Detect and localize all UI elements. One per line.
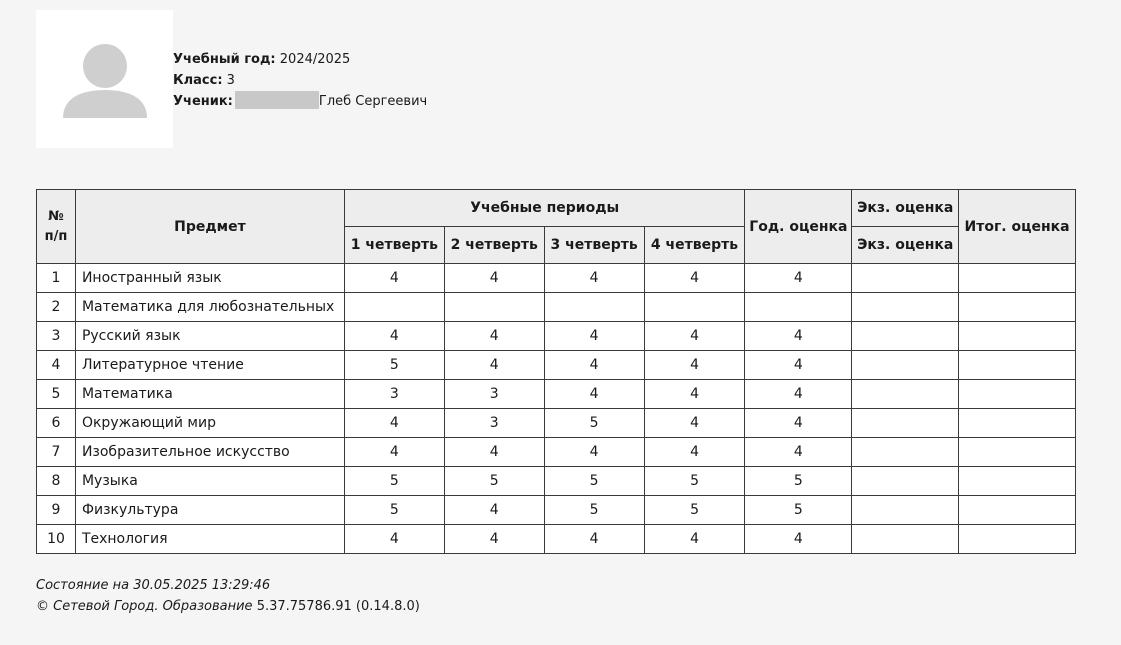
product-version: 5.37.75786.91 (0.14.8.0) [256,599,420,614]
class-value: 3 [226,73,235,88]
cell-year-grade: 4 [745,525,852,554]
user-silhouette-icon [36,10,173,148]
cell-q1: 5 [344,351,444,380]
cell-q3: 4 [544,351,644,380]
table-row [37,496,1076,525]
header-exam-sub: Экз. оценка [852,227,959,264]
cell-q4: 5 [644,467,745,496]
cell-num: 5 [37,380,76,409]
cell-q4: 4 [644,438,745,467]
cell-q3: 5 [544,409,644,438]
cell-q3: 4 [544,380,644,409]
cell-year-grade: 5 [745,496,852,525]
table-row [37,438,1076,467]
cell-final-grade [959,409,1076,438]
cell-q2: 4 [444,264,544,293]
footer [36,575,420,617]
cell-exam-grade [852,351,959,380]
cell-q3: 5 [544,496,644,525]
cell-q3 [544,293,644,322]
header-q3: 3 четверть [544,227,644,264]
cell-subject: Музыка [75,467,344,496]
cell-final-grade [959,380,1076,409]
cell-q2: 4 [444,496,544,525]
cell-q4: 4 [644,322,745,351]
cell-q1: 4 [344,409,444,438]
cell-year-grade: 4 [745,351,852,380]
student-label: Ученик: [173,94,233,109]
class-label: Класс: [173,73,223,88]
header-exam-top: Экз. оценка [852,190,959,227]
table-row [37,525,1076,554]
cell-q4: 4 [644,264,745,293]
cell-exam-grade [852,409,959,438]
state-timestamp: Состояние на 30.05.2025 13:29:46 [36,578,271,593]
cell-num: 1 [37,264,76,293]
cell-q2: 5 [444,467,544,496]
cell-year-grade: 4 [745,264,852,293]
cell-subject: Литературное чтение [75,351,344,380]
table-row [37,293,1076,322]
year-label: Учебный год: [173,52,276,67]
cell-exam-grade [852,264,959,293]
cell-num: 7 [37,438,76,467]
cell-subject: Математика [75,380,344,409]
cell-q4 [644,293,745,322]
cell-q3: 4 [544,438,644,467]
header-year-grade: Год. оценка [745,190,852,264]
cell-q3: 4 [544,264,644,293]
table-row [37,322,1076,351]
cell-q4: 4 [644,409,745,438]
cell-exam-grade [852,525,959,554]
cell-q1: 4 [344,264,444,293]
year-value: 2024/2025 [279,52,351,67]
cell-exam-grade [852,467,959,496]
header-subject: Предмет [75,190,344,264]
cell-subject: Технология [75,525,344,554]
header-num: № п/п [37,190,76,264]
cell-final-grade [959,293,1076,322]
header-q1: 1 четверть [344,227,444,264]
cell-q2: 4 [444,322,544,351]
cell-final-grade [959,351,1076,380]
cell-year-grade: 4 [745,438,852,467]
cell-exam-grade [852,438,959,467]
footer-state [36,575,420,596]
cell-q2: 4 [444,525,544,554]
cell-q2: 4 [444,351,544,380]
cell-q1: 5 [344,496,444,525]
cell-num: 10 [37,525,76,554]
avatar [36,10,173,148]
header-final-grade: Итог. оценка [959,190,1076,264]
cell-num: 3 [37,322,76,351]
cell-subject: Физкультура [75,496,344,525]
header-periods: Учебные периоды [344,190,745,227]
cell-q4: 4 [644,525,745,554]
cell-final-grade [959,264,1076,293]
table-row [37,264,1076,293]
cell-final-grade [959,467,1076,496]
cell-q1: 3 [344,380,444,409]
grades-table [36,189,1076,554]
cell-q4: 4 [644,380,745,409]
cell-subject: Изобразительное искусство [75,438,344,467]
cell-year-grade: 4 [745,322,852,351]
student-row [173,91,427,112]
cell-year-grade: 4 [745,380,852,409]
cell-q1: 4 [344,525,444,554]
cell-final-grade [959,438,1076,467]
table-row [37,409,1076,438]
cell-q3: 5 [544,467,644,496]
cell-year-grade: 5 [745,467,852,496]
table-row [37,467,1076,496]
cell-q1: 5 [344,467,444,496]
year-row [173,49,427,70]
cell-subject: Математика для любознательных [75,293,344,322]
header-q4: 4 четверть [644,227,745,264]
cell-subject: Окружающий мир [75,409,344,438]
cell-num: 4 [37,351,76,380]
cell-exam-grade [852,496,959,525]
student-name: Глеб Сергеевич [318,94,428,109]
cell-exam-grade [852,322,959,351]
cell-exam-grade [852,293,959,322]
cell-num: 8 [37,467,76,496]
header-q2: 2 четверть [444,227,544,264]
class-row [173,70,427,91]
table-row [37,351,1076,380]
cell-q2: 3 [444,380,544,409]
cell-q2 [444,293,544,322]
cell-q4: 5 [644,496,745,525]
cell-q3: 4 [544,525,644,554]
cell-num: 6 [37,409,76,438]
cell-final-grade [959,496,1076,525]
redacted-surname [235,91,319,109]
cell-num: 9 [37,496,76,525]
cell-exam-grade [852,380,959,409]
cell-final-grade [959,525,1076,554]
cell-subject: Иностранный язык [75,264,344,293]
cell-q1: 4 [344,438,444,467]
cell-num: 2 [37,293,76,322]
footer-product [36,596,420,617]
table-row [37,380,1076,409]
student-info [173,49,427,112]
cell-year-grade: 4 [745,409,852,438]
cell-q2: 4 [444,438,544,467]
cell-final-grade [959,322,1076,351]
cell-q1: 4 [344,322,444,351]
cell-subject: Русский язык [75,322,344,351]
cell-q2: 3 [444,409,544,438]
cell-q4: 4 [644,351,745,380]
cell-q1 [344,293,444,322]
cell-q3: 4 [544,322,644,351]
cell-year-grade [745,293,852,322]
product-name: © Сетевой Город. Образование [36,599,253,614]
